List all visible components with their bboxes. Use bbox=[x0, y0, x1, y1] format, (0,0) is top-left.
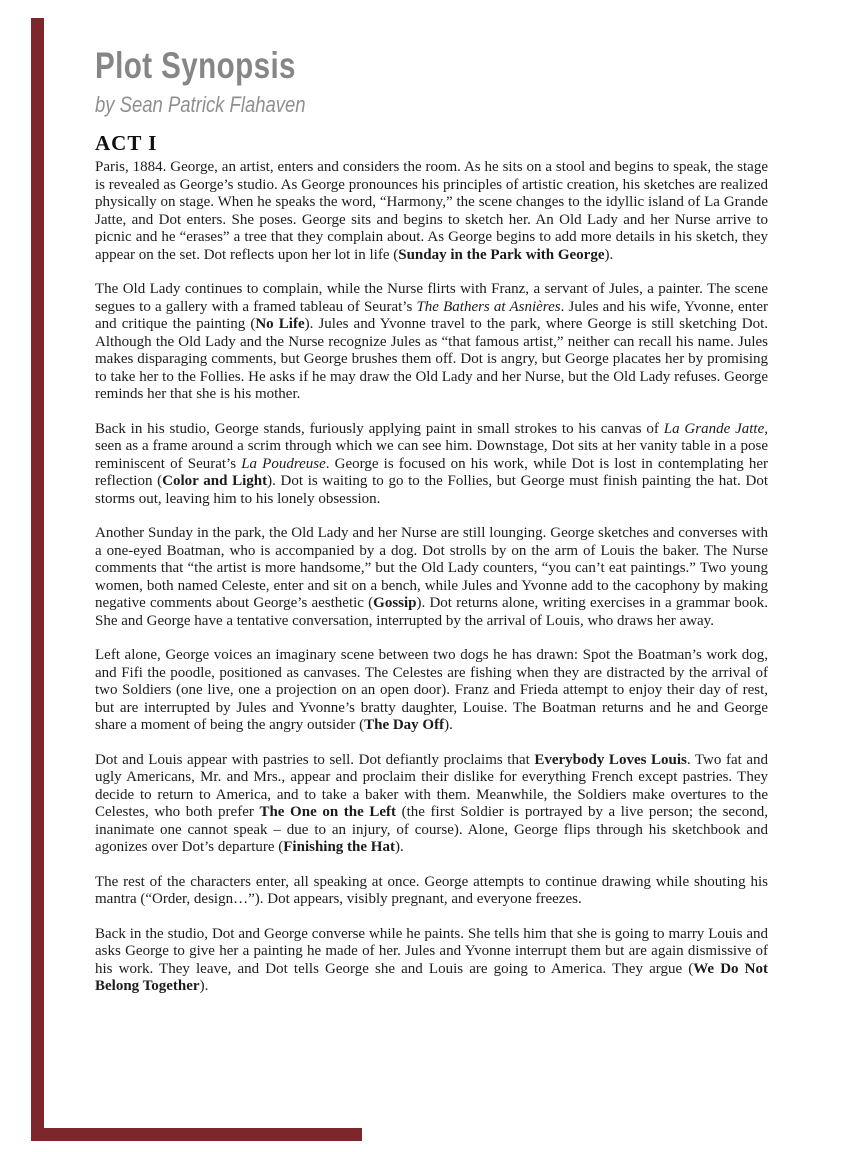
synopsis-paragraph bbox=[95, 926, 768, 996]
song-title: Everybody Loves Louis bbox=[534, 751, 687, 768]
artwork-title: La Grande Jatte, bbox=[663, 420, 768, 437]
text-run: Paris, 1884. George, an artist, enters and considers the room. As he sits on a stool and begins to speak, the stage is revealed as George’s studio. As George pronounces his principles of artistic creation, his sketches are realized physically on stage. When he speaks the word, “Harmony,” the scene changes to the idyllic island of La Grande Jatte, and Dot enters. She poses. George sits and begins to sketch her. An Old Lady and her Nurse arrive to picnic and he “erases” a tree that they complain about. As George begins to add more details in his sketch, they appear on the set. Dot reflects upon her lot in life ( bbox=[95, 159, 768, 263]
text-run: ). Jules and Yvonne travel to the park, where George is still sketching Dot. Although the Old Lady and the Nurse recognize Jules as “that famous artist,” neither can recall his name. Jules makes disparaging comments, but George brushes them off. Dot is angry, but George placates her by promising to take her to the Follies. He asks if he may draw the Old Lady and her Nurse, but the Old Lady refuses. George reminds her that she is his mother. bbox=[95, 316, 768, 403]
bottom-edge-rule bbox=[31, 1128, 362, 1141]
text-run: Back in his studio, George stands, furiously applying paint in small strokes to his canvas of bbox=[95, 420, 664, 437]
byline: by Sean Patrick Flahaven bbox=[95, 92, 306, 117]
text-run: . George is focused on his work, while Dot is lost in contemplating her reflection ( bbox=[95, 455, 768, 490]
song-title: Gossip bbox=[373, 595, 417, 612]
text-run: seen as a frame around a scrim through which we can see him. Downstage, Dot sits at her vanity table in a pose reminiscent of Seurat’s bbox=[95, 438, 768, 472]
text-run: The rest of the characters enter, all speaking at once. George attempts to continue drawing while shouting his mantra (“Order, design…”). Dot appears, visibly pregnant, and everyone freezes. bbox=[95, 873, 768, 908]
song-title: The One on the Left bbox=[259, 804, 397, 821]
synopsis-paragraph bbox=[95, 159, 768, 264]
text-run: Back in the studio, Dot and George converse while he paints. She tells him that she is going to marry Louis and asks George to give her a painting he made of her. Jules and Yvonne interrupt them but are again dismissive of his work. They leave, and Dot tells George she and Louis are going to America. They argue ( bbox=[95, 925, 768, 977]
text-run: ). Dot returns alone, writing exercises in a grammar book. She and George have a tentative conversation, interrupted by the arrival of Louis, who draws her away. bbox=[95, 595, 768, 629]
act-heading: ACT I bbox=[95, 131, 158, 156]
page-title: Plot Synopsis bbox=[95, 45, 296, 86]
synopsis-paragraph bbox=[95, 647, 768, 735]
text-run: (the first Soldier is portrayed by a live person; the second, inanimate one cannot speak – due to an injury, of course). Alone, George flips through his sketchbook and agonizes over Dot’s departure ( bbox=[95, 804, 768, 856]
song-title: Sunday in the Park with George bbox=[398, 246, 605, 263]
artwork-title: The Bathers at Asnières bbox=[416, 298, 561, 315]
song-title: Color and Light bbox=[162, 473, 268, 490]
text-run: ). bbox=[394, 839, 404, 856]
song-title: We Do Not Belong Together bbox=[95, 960, 768, 995]
synopsis-paragraph bbox=[95, 525, 768, 630]
text-run: . Jules and his wife, Yvonne, enter and critique the painting ( bbox=[95, 298, 769, 333]
text-run: The Old Lady continues to complain, while the Nurse flirts with Franz, a servant of Jules, a painter. The scene segues to a gallery with a framed tableau of Seurat’s bbox=[95, 281, 768, 315]
synopsis-paragraph bbox=[95, 421, 768, 509]
text-run: ). bbox=[199, 978, 209, 995]
synopsis-paragraph bbox=[95, 752, 768, 857]
artwork-title: La Poudreuse bbox=[241, 455, 326, 472]
song-title: No Life bbox=[255, 316, 305, 333]
synopsis-paragraphs bbox=[95, 159, 768, 996]
text-run: ). bbox=[604, 246, 614, 263]
song-title: Finishing the Hat bbox=[283, 839, 395, 856]
text-run: ). bbox=[444, 717, 453, 734]
text-run: . Two fat and ugly Americans, Mr. and Mrs., appear and proclaim their dislike for everything French except pastries. They decide to return to America, and to take a baker with them. Meanwhile, the Soldiers make overtures to the Celestes, who both prefer bbox=[95, 751, 768, 821]
left-edge-rule bbox=[31, 18, 44, 1141]
text-run: Another Sunday in the park, the Old Lady and her Nurse are still lounging. George sketches and converses with a one-eyed Boatman, who is accompanied by a dog. Dot strolls by on the arm of Louis the baker. The Nurse comments that “the artist is more handsome,” but the Old Lady counters, “you can’t eat paintings.” Two young women, both named Celeste, enter and sit on a bench, while Jules and Yvonne add to the cacophony by making negative comments about George’s aesthetic ( bbox=[95, 525, 768, 612]
synopsis-paragraph bbox=[95, 874, 768, 909]
text-run: Left alone, George voices an imaginary scene between two dogs he has drawn: Spot the Boatman’s work dog, and Fifi the poodle, positioned as canvases. The Celestes are fishing when they are distracted by the arrival of two Soldiers (one live, one a projection on an open door). Franz and Frieda attempt to enjoy their day of rest, but are interrupted by Jules and Yvonne’s bratty daughter, Louise. The Boatman returns and he and George share a moment of being the angry outsider ( bbox=[95, 647, 768, 734]
song-title: The Day Off bbox=[364, 717, 445, 734]
text-run: Dot and Louis appear with pastries to sell. Dot defiantly proclaims that bbox=[95, 751, 535, 768]
page-content bbox=[95, 47, 768, 996]
synopsis-paragraph bbox=[95, 281, 768, 404]
text-run: ). Dot is waiting to go to the Follies, but George must finish painting the hat. Dot storms out, leaving him to his lonely obsession. bbox=[95, 473, 768, 507]
